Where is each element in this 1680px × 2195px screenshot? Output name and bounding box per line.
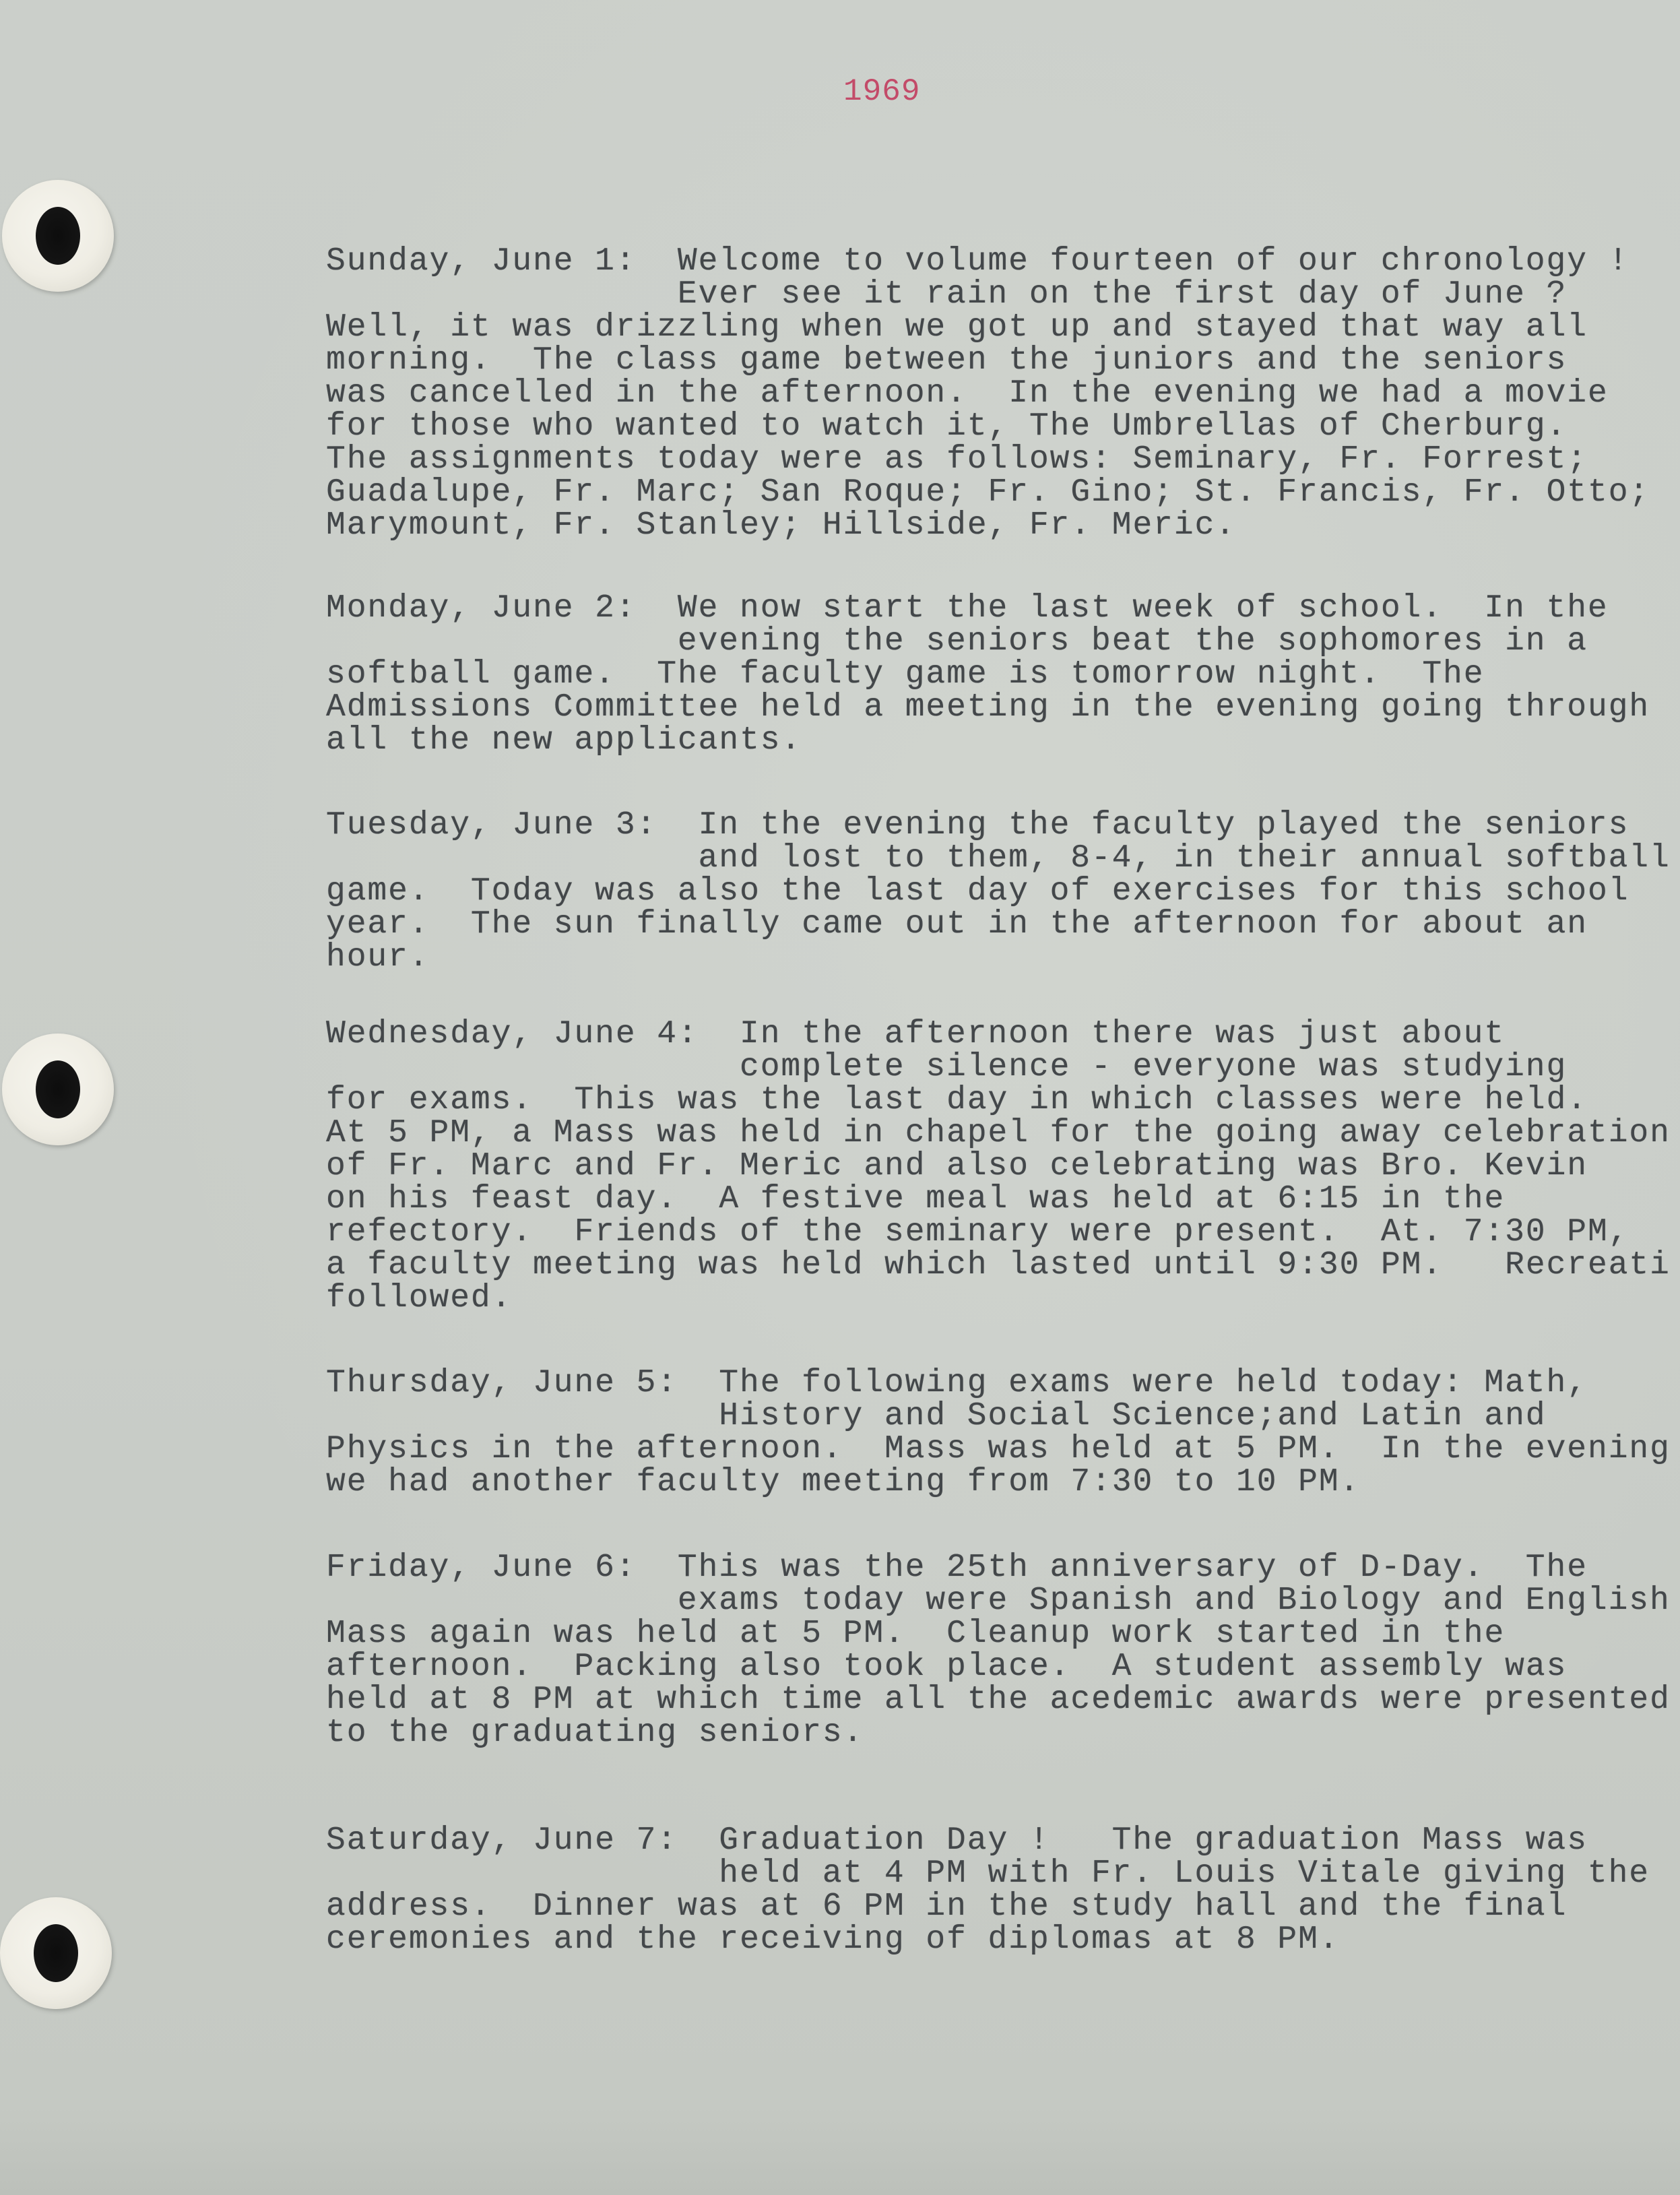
entry-text-line: Marymount, Fr. Stanley; Hillside, Fr. Meric.	[326, 507, 1237, 544]
entry-monday-june-2	[326, 592, 1650, 757]
entry-text: Graduation Day ! The graduation Mass was	[719, 1822, 1588, 1859]
entry-date: Monday, June 2:	[326, 590, 637, 627]
entry-text-line: year. The sun finally came out in the afternoon for about an	[326, 906, 1588, 943]
entry-thursday-june-5	[326, 1367, 1671, 1499]
entry-text-line: morning. The class game between the juniors and the seniors	[326, 342, 1568, 379]
entry-text: This was the 25th anniversary of D-Day. The	[677, 1550, 1588, 1586]
entry-text-line: History and Social Science;and Latin and	[719, 1398, 1547, 1434]
entry-tuesday-june-3	[326, 809, 1671, 974]
entry-text-line: for those who wanted to watch it, The Umbrellas of Cherburg.	[326, 408, 1568, 445]
entry-text-line: refectory. Friends of the seminary were present. At. 7:30 PM,	[326, 1214, 1629, 1250]
entry-text-line: game. Today was also the last day of exercises for this school	[326, 873, 1629, 910]
entry-date: Thursday, June 5:	[326, 1365, 678, 1401]
punch-hole-opening	[36, 207, 80, 265]
entry-saturday-june-7	[326, 1824, 1650, 1957]
punch-hole-middle	[2, 1033, 114, 1145]
entry-sunday-june-1	[326, 245, 1650, 542]
entry-text-line: afternoon. Packing also took place. A student assembly was	[326, 1649, 1568, 1685]
entry-text-line: to the graduating seniors.	[326, 1715, 864, 1751]
entry-wednesday-june-4	[326, 1018, 1671, 1315]
entry-text-line: At 5 PM, a Mass was held in chapel for the going away celebration	[326, 1115, 1671, 1151]
entry-first-line	[326, 809, 1671, 842]
entry-first-line	[326, 1018, 1671, 1051]
entry-first-line	[326, 1367, 1671, 1400]
entry-text-line: on his feast day. A festive meal was held at 6:15 in the	[326, 1181, 1506, 1217]
entry-date: Wednesday, June 4:	[326, 1016, 699, 1052]
entry-text: The following exams were held today: Math,	[719, 1365, 1588, 1401]
entry-text-line: and lost to them, 8-4, in their annual softball	[698, 840, 1671, 877]
entry-text-line: Physics in the afternoon. Mass was held at 5 PM. In the evening	[326, 1431, 1671, 1467]
entry-date: Sunday, June 1:	[326, 243, 637, 280]
entry-text-line: followed.	[326, 1280, 513, 1316]
entry-text-line: held at 8 PM at which time all the acedemic awards were presented	[326, 1682, 1671, 1718]
entry-text-line: for exams. This was the last day in which classes were held.	[326, 1082, 1588, 1118]
punch-hole-opening	[34, 1924, 78, 1982]
entry-text-line: Mass again was held at 5 PM. Cleanup work started in the	[326, 1616, 1506, 1652]
entry-text-line: complete silence - everyone was studying	[740, 1049, 1568, 1085]
entry-text-line: Well, it was drizzling when we got up and stayed that way all	[326, 309, 1588, 346]
punch-hole-bottom	[0, 1897, 112, 2009]
entry-text: Welcome to volume fourteen of our chronology !	[677, 243, 1629, 280]
entry-first-line	[326, 1552, 1671, 1585]
entry-text-line: ceremonies and the receiving of diplomas at 8 PM.	[326, 1921, 1340, 1958]
entry-text-line: Admissions Committee held a meeting in the evening going through	[326, 689, 1650, 726]
entry-first-line	[326, 592, 1650, 625]
entry-text-line: address. Dinner was at 6 PM in the study hall and the final	[326, 1888, 1568, 1925]
entry-text-line: Ever see it rain on the first day of June ?	[677, 276, 1568, 313]
entry-text: In the evening the faculty played the seniors	[698, 807, 1629, 844]
entry-text-line: exams today were Spanish and Biology and English	[677, 1583, 1671, 1619]
entry-text-line: hour.	[326, 939, 430, 976]
entry-text-line: was cancelled in the afternoon. In the evening we had a movie	[326, 375, 1609, 412]
entry-first-line	[326, 1824, 1650, 1857]
entry-text-line: The assignments today were as follows: Seminary, Fr. Forrest;	[326, 441, 1588, 478]
entry-text-line: softball game. The faculty game is tomorrow night. The	[326, 656, 1485, 693]
entry-text-line: Guadalupe, Fr. Marc; San Roque; Fr. Gino; St. Francis, Fr. Otto;	[326, 474, 1650, 511]
entry-text-line: we had another faculty meeting from 7:30 to 10 PM.	[326, 1464, 1361, 1500]
page-year-heading: 1969	[843, 74, 921, 109]
punch-hole-top	[2, 180, 114, 292]
entry-text-line: all the new applicants.	[326, 722, 802, 759]
entry-date: Saturday, June 7:	[326, 1822, 678, 1859]
entry-text-line: held at 4 PM with Fr. Louis Vitale giving the	[719, 1855, 1650, 1892]
entry-text: In the afternoon there was just about	[740, 1016, 1506, 1052]
punch-hole-opening	[36, 1060, 80, 1118]
entry-text: We now start the last week of school. In the	[677, 590, 1609, 627]
entry-text-line: of Fr. Marc and Fr. Meric and also celebrating was Bro. Kevin	[326, 1148, 1588, 1184]
entry-date: Tuesday, June 3:	[326, 807, 657, 844]
entry-text-line: evening the seniors beat the sophomores in a	[677, 623, 1588, 660]
entry-text-line: a faculty meeting was held which lasted until 9:30 PM. Recreati	[326, 1247, 1671, 1283]
entry-first-line	[326, 245, 1650, 278]
entry-friday-june-6	[326, 1552, 1671, 1750]
entry-date: Friday, June 6:	[326, 1550, 637, 1586]
